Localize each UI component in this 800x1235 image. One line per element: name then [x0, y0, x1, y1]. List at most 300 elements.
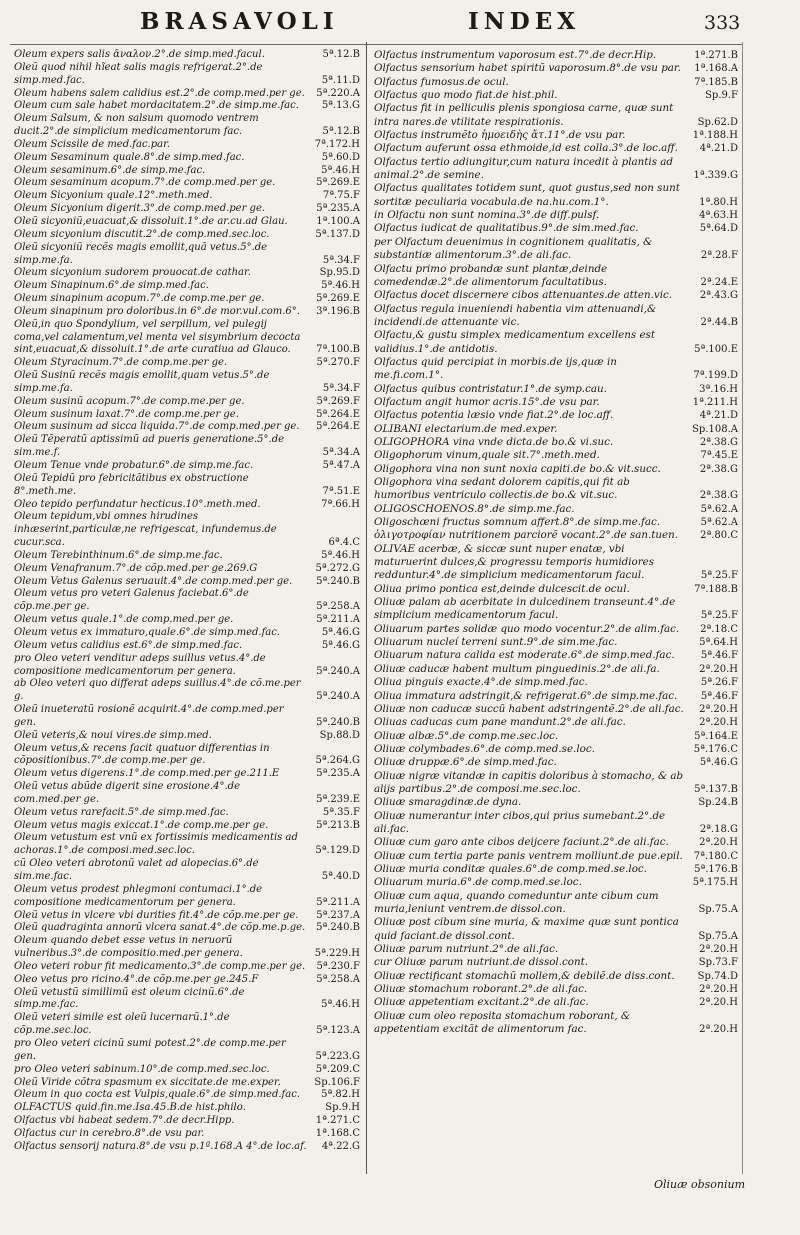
entry-text: Oleũ vetus abũde digerit sine erosione.4°.de com.med.per ge.: [14, 781, 241, 805]
entry-text: Oliuæ smaragdinæ.de dyna.: [374, 796, 522, 809]
entry-text: Olfactus sensorij natura.8°.de vsu p.1ª.168.A 4°.de loc.af.: [14, 1140, 307, 1152]
index-entry: [14, 743, 362, 769]
entry-reference: 2ª.28.F: [700, 250, 738, 262]
entry-reference: 5ª.64.D: [699, 223, 738, 235]
entry-reference: Sp.75.A: [698, 904, 738, 915]
index-entry: [374, 636, 740, 649]
entry-text: Olfactus fumosus.de ocul.: [374, 75, 509, 88]
index-entry: [374, 156, 740, 183]
index-entry: [14, 588, 362, 614]
entry-reference: Sp.75.A: [698, 930, 738, 942]
entry-reference: 2ª.43.G: [699, 290, 738, 302]
entry-reference: Sp.9.H: [325, 1102, 360, 1114]
entry-text: Oleum vetus ex immaturo,quale.6°.de simp.med.fac.: [14, 626, 281, 638]
entry-text: Olfactum auferunt ossa ethmoide,id est colla.3°.de loc.aff.: [374, 142, 678, 155]
index-entry: [14, 1141, 362, 1154]
entry-reference: 5ª.176.C: [693, 743, 738, 755]
index-entry: [374, 690, 740, 703]
index-entry: [374, 503, 740, 516]
index-entry: [374, 863, 740, 876]
index-entry: [14, 139, 362, 152]
entry-text: Oliuæ caducæ habent multum pinguedinis.2°.de ali.fa.: [374, 662, 660, 675]
index-entry: [374, 663, 740, 676]
entry-text: Oliuæ cum oleo reposita stomachum roborant, & appetentiam excitãt de alimentorum fac.: [374, 1009, 631, 1036]
index-entry: [374, 102, 740, 129]
entry-reference: 3ª.196.B: [316, 305, 360, 317]
index-entry: [374, 383, 740, 396]
index-entry: [14, 152, 362, 165]
index-entry: [374, 289, 740, 302]
entry-text: Oliuarum partes solidæ quo modo vocentur.2°.de alim.fac.: [374, 622, 680, 635]
right-rule: [742, 42, 743, 1174]
entry-text: OLIGOPHORA vina vnde dicta.de bo.& vi.suc.: [374, 435, 614, 448]
entry-text: Olfactus iudicat de qualitatibus.9°.de sim.med.fac.: [374, 222, 639, 235]
entry-text: Oleum vetustum est vnũ ex fortissimis medicamentis ad achoras.1°.de composi.med.sec.loc.: [14, 832, 298, 857]
entry-reference: 5ª.13.G: [321, 100, 360, 112]
entry-text: Oleũ Susinũ recẽs magis emollit,quam vetus.5°.de simp.me.fa.: [14, 370, 270, 394]
entry-reference: 2ª.20.H: [699, 717, 738, 729]
entry-reference: 5ª.264.G: [315, 755, 360, 767]
index-entry: [374, 89, 740, 102]
entry-text: Oliuæ palam ab acerbitate in dulcedinem transeunt.4°.de simplicium medicamentorum facul.: [374, 596, 676, 622]
index-entry: [14, 434, 362, 460]
entry-reference: 5ª.46.H: [321, 999, 360, 1011]
entry-reference: 5ª.60.D: [321, 151, 360, 163]
entry-text: Oleum Tenue vnde probatur.6°.de simp.me.fac.: [14, 460, 254, 471]
entry-text: pro Oleo veteri sabinum.10°.de comp.med.sec.loc.: [14, 1063, 270, 1075]
entry-reference: 5ª.46.H: [321, 549, 360, 561]
index-entry: [14, 113, 362, 139]
entry-text: Oliuæ cum tertia parte panis ventrem molliunt.de pue.epil.: [374, 849, 683, 862]
entry-reference: 2ª.20.H: [699, 997, 738, 1009]
index-entry: [374, 716, 740, 729]
index-entry: [374, 449, 740, 462]
index-entry: [14, 832, 362, 858]
entry-text: Oliuarum nucleí terreni sunt.9°.de sim.me.fac.: [374, 636, 618, 649]
entry-reference: 2ª.20.H: [699, 703, 738, 715]
entry-reference: 7ª.172.H: [314, 138, 360, 150]
entry-text: Oliuæ stomachum roborant.2°.de ali.fac.: [374, 983, 588, 996]
index-entry: [14, 62, 362, 88]
entry-reference: 2ª.20.H: [699, 837, 738, 849]
entry-text: OLFACTUS quid.fin.me.Isa.45.B.de hist.philo.: [14, 1102, 246, 1114]
index-entry: [14, 974, 362, 987]
entry-reference: 5ª.34.F: [322, 382, 360, 394]
entry-reference: 1ª.339.G: [693, 170, 738, 182]
entry-reference: 5ª.164.E: [694, 730, 738, 742]
entry-text: Oliua immatura adstringit,& refrigerat.6°.de simp.me.fac.: [374, 689, 678, 702]
entry-reference: Sp.106.F: [314, 1076, 360, 1088]
entry-reference: 5ª.240.B: [316, 575, 360, 587]
entry-reference: 1ª.168.C: [315, 1127, 360, 1139]
entry-reference: Sp.74.D: [697, 970, 738, 982]
entry-text: Oliuæ nigræ vitandæ in capitis doloribus à stomacho, & ab alijs partibus.2°.de composi.me.sec.loc.: [374, 769, 684, 795]
entry-reference: 2ª.18.C: [700, 623, 738, 635]
index-entry: [374, 329, 740, 356]
entry-reference: 5ª.34.A: [322, 447, 360, 459]
entry-text: Olfactum angit humor acris.15°.de vsu par.: [374, 395, 600, 408]
right-index-column: [374, 49, 740, 1036]
index-entry: [374, 743, 740, 756]
entry-reference: Sp.95.D: [319, 267, 360, 279]
entry-reference: 1ª.168.A: [694, 63, 738, 75]
entry-text: Oleũ Tẽperatũ aptissimũ ad pueris generatione.5°.de sim.me.f.: [14, 434, 285, 459]
entry-text: Oliuæ cum aqua, quando comeduntur ante cibum cum muria,leniunt ventrem.de dissol.con.: [374, 889, 659, 915]
entry-text: Oleum vetus pro veteri Galenus faciebat.6°.de cõp.me.per ge.: [14, 588, 249, 613]
entry-text: Oleum vetus prodest phlegmoni contumaci.1°.de compositione medicamentorum per genera.: [14, 883, 263, 908]
index-entry: [374, 916, 740, 943]
index-entry: [14, 1077, 362, 1090]
entry-text: Oleũ vetus in vlcere vbi durities fit.4°.de cõp.me.per ge.: [14, 909, 299, 921]
entry-reference: 5ª.229.H: [314, 948, 360, 960]
entry-text: Oleũ vetustũ simillimũ est oleum cicinũ.6°.de simp.me.fac.: [14, 986, 245, 1011]
entry-reference: 5ª.272.G: [315, 562, 360, 574]
entry-text: Oleum expers salis ἄναλον.2°.de simp.med.facul.: [14, 49, 265, 60]
entry-reference: 7ª.51.E: [322, 485, 360, 497]
entry-text: Oleum habens salem calidius est.2°.de comp.med.per ge.: [14, 87, 305, 99]
index-entry: [374, 890, 740, 917]
index-entry: [374, 983, 740, 996]
left-index-column: [14, 49, 362, 1154]
entry-text: Oleũ sicyoniũ recẽs magis emollit,quã vetus.5°.de simp.me.fa.: [14, 241, 268, 266]
entry-reference: 4ª.63.H: [699, 210, 738, 222]
entry-reference: 5ª.239.E: [316, 793, 360, 805]
index-entry: [14, 640, 362, 653]
index-entry: [374, 836, 740, 849]
entry-reference: 5ª.264.E: [316, 408, 360, 420]
index-entry: [14, 627, 362, 640]
index-entry: [374, 850, 740, 863]
entry-text: Oleũ Tepidũ pro febricitãtibus ex obstructione 8°.meth.me.: [14, 472, 249, 497]
entry-reference: 5ª.40.D: [321, 871, 360, 882]
entry-reference: 5ª.64.H: [699, 637, 738, 649]
entry-reference: 6ª.4.C: [328, 537, 360, 549]
index-entry: [14, 229, 362, 242]
entry-text: Olfactu primo probandæ sunt plantæ,deinde comedendæ.2°.de alimentorum facultatibus.: [374, 262, 608, 288]
entry-text: cũ Oleo veteri abrotonũ valet ad alopecias.6°.de sim.me.fac.: [14, 858, 259, 882]
entry-text: OLIBANI electarium.de med.exper.: [374, 422, 558, 435]
entry-reference: Sp.73.F: [698, 957, 738, 969]
entry-reference: 1ª.211.H: [692, 396, 738, 408]
entry-text: Oleum Sicyonium quale.12°.meth.med.: [14, 190, 213, 202]
index-entry: [14, 88, 362, 101]
index-entry: [14, 820, 362, 833]
entry-reference: 5ª.211.A: [316, 896, 360, 908]
index-entry: [374, 943, 740, 956]
entry-reference: 2ª.20.H: [699, 984, 738, 996]
entry-reference: 5ª.258.A: [316, 601, 360, 613]
entry-text: Oleum vetus quale.1°.de comp.med.per ge.: [14, 614, 234, 626]
entry-reference: 5ª.46.H: [321, 164, 360, 176]
index-entry: [374, 623, 740, 636]
entry-reference: 5ª.237.A: [316, 909, 360, 921]
entry-reference: 5ª.269.E: [316, 177, 360, 189]
entry-reference: 5ª.46.H: [321, 280, 360, 292]
entry-reference: 5ª.12.B: [322, 126, 360, 138]
entry-text: Oleũ,in quo Spondylium, vel serpillum, vel pulegij coma,vel calamentum,vel menta vel sisymbrium decocta sint,euacuat,& dissoluit.1°.de arte curatiua ad Glauco.: [14, 318, 301, 356]
index-entry: [14, 473, 362, 499]
entry-text: Oleum vetus,& recens facit quatuor differentias in cõpositionibus.7°.de comp.me.per ge.: [14, 742, 270, 767]
index-entry: [374, 876, 740, 889]
entry-reference: 5ª.46.F: [700, 650, 738, 662]
entry-reference: 5ª.62.A: [700, 517, 738, 529]
entry-reference: 5ª.269.E: [316, 293, 360, 305]
running-head-index: INDEX: [468, 8, 581, 35]
index-entry: [374, 182, 740, 209]
entry-text: Oliuarum muria.6°.de comp.med.se.loc.: [374, 876, 582, 889]
index-entry: [14, 203, 362, 216]
entry-text: Olfactus quibus contristatur.1°.de symp.cau.: [374, 382, 607, 395]
entry-reference: Sp.9.F: [705, 90, 738, 102]
entry-reference: 5ª.209.C: [315, 1063, 360, 1075]
entry-text: Oleum sinapinum acopum.7°.de comp.me.per ge.: [14, 293, 265, 305]
running-head-author: BRASAVOLI: [140, 8, 339, 35]
entry-text: Olfactus instrumentum vaporosum est.7°.de decr.Hip.: [374, 49, 657, 61]
index-entry: [374, 649, 740, 662]
index-entry: [14, 1089, 362, 1102]
entry-reference: 5ª.35.F: [322, 806, 360, 818]
index-entry: [14, 190, 362, 203]
entry-text: Oligophorum vinum,quale sit.7°.meth.med.: [374, 449, 600, 462]
entry-text: Oleum Scissile de med.fac.par.: [14, 138, 170, 150]
entry-text: Olfactus vbi habeat sedem.7°.de decr.Hipp.: [14, 1115, 235, 1127]
index-entry: [14, 409, 362, 422]
entry-reference: 7ª.185.B: [694, 76, 738, 88]
index-entry: [14, 781, 362, 807]
index-entry: [374, 703, 740, 716]
entry-reference: 5ª.175.H: [692, 877, 738, 889]
entry-reference: 5ª.46.G: [699, 757, 738, 769]
entry-text: Oliuæ cum garo ante cibos deijcere faciunt.2°.de ali.fac.: [374, 836, 669, 849]
entry-text: in Olfactu non sunt nomina.3°.de diff.pulsf.: [374, 209, 600, 222]
index-entry: [374, 676, 740, 689]
entry-text: Oleum Terebinthinum.6°.de simp.me.fac.: [14, 549, 223, 561]
column-divider: [366, 42, 367, 1174]
entry-text: Oleũ veteris,& noui vires.de simp.med.: [14, 729, 212, 741]
entry-text: Olfactus instrumẽto ἡμοειδὴς ἄτ.11°.de vsu par.: [374, 129, 626, 142]
entry-text: Oleum cum sale habet mordacitatem.2°.de simp.me.fac.: [14, 100, 299, 112]
entry-reference: 5ª.235.A: [316, 203, 360, 215]
entry-text: Oliuæ rectificant stomachũ mollem,& debilẽ.de diss.cont.: [374, 969, 675, 982]
entry-text: Oleo vetus pro ricino.4°.de cõp.me.per ge.245.F: [14, 973, 259, 985]
entry-text: Oleum susinũ acopum.7°.de comp.me.per ge.: [14, 395, 245, 407]
index-entry: [374, 236, 740, 263]
entry-text: Olfactus quo modo fiat.de hist.phil.: [374, 89, 558, 102]
index-entry: [14, 177, 362, 190]
entry-reference: 4ª.21.D: [699, 143, 738, 155]
entry-reference: 5ª.269.F: [316, 395, 360, 407]
entry-text: Olfactus potentia læsio vnde fiat.2°.de loc.aff.: [374, 409, 614, 422]
index-entry: [374, 756, 740, 769]
index-entry: [14, 807, 362, 820]
entry-text: Oleũ sicyoniũ,euacuat,& dissoluit.1°.de ar.cu.ad Glau.: [14, 215, 288, 227]
entry-reference: 5ª.230.F: [316, 960, 360, 972]
index-entry: [14, 1115, 362, 1128]
entry-reference: 5ª.12.B: [322, 49, 360, 60]
entry-text: Olfactus qualitates totidem sunt, quot gustus,sed non sunt sortitæ peculiaria vocabula.de na.hu.com.1°.: [374, 182, 680, 208]
entry-text: ὀλιγοτροφίαν nutritionem parciorẽ vocant.2°.de san.tuen.: [374, 529, 678, 542]
index-entry: [14, 922, 362, 935]
entry-text: Oliuæ appetentiam excitant.2°.de ali.fac.: [374, 996, 589, 1009]
entry-reference: 2ª.38.G: [699, 436, 738, 448]
entry-text: Olfactus docet discernere cibos attenuantes.de atten.vic.: [374, 289, 673, 302]
entry-reference: 5ª.11.D: [321, 74, 360, 86]
index-entry: [14, 858, 362, 884]
entry-reference: 7ª.66.H: [321, 498, 360, 510]
entry-text: Oleum Venafranum.7°.de cõp.med.per ge.269.G: [14, 562, 258, 574]
top-rule: [10, 44, 742, 45]
index-entry: [14, 319, 362, 358]
index-entry: [14, 421, 362, 434]
entry-reference: 5ª.46.G: [321, 626, 360, 638]
index-entry: [14, 499, 362, 512]
entry-reference: 1ª.188.H: [692, 130, 738, 142]
entry-reference: 7ª.100.B: [316, 344, 360, 356]
entry-reference: 7ª.188.B: [694, 583, 738, 595]
entry-reference: 5ª.240.A: [316, 665, 360, 677]
entry-reference: 2ª.80.C: [700, 530, 738, 542]
entry-reference: 5ª.264.E: [316, 421, 360, 433]
entry-reference: 5ª.240.A: [316, 691, 360, 703]
index-entry: [14, 563, 362, 576]
entry-text: pro Oleo veteri venditur adeps suillus vetus.4°.de compositione medicamentorum per genera.: [14, 652, 266, 677]
entry-text: ab Oleo veteri quo differat adeps suillus.4°.de cõ.me.per g.: [14, 678, 301, 703]
entry-reference: 5ª.240.B: [316, 716, 360, 728]
index-entry: [14, 165, 362, 178]
entry-text: Oleum sicyonium discutit.2°.de comp.med.sec.loc.: [14, 228, 270, 240]
index-entry: [14, 730, 362, 743]
index-entry: [14, 910, 362, 923]
entry-text: Oleum sesaminum.6°.de simp.me.fac.: [14, 164, 206, 176]
entry-text: Oliuæ druppæ.6°.de simp.med.fac.: [374, 756, 557, 769]
index-entry: [14, 460, 362, 473]
entry-reference: 5ª.46.F: [700, 690, 738, 702]
entry-text: Oliuæ non caducæ succũ habent adstringentẽ.2°.de ali.fac.: [374, 702, 684, 715]
entry-text: Oleum vetus rarefacit.5°.de simp.med.fac.: [14, 806, 229, 818]
entry-reference: 5ª.25.F: [700, 570, 738, 582]
entry-text: Oleũ quadraginta annorũ vlcera sanat.4°.de cõp.me.p.ge.: [14, 922, 306, 934]
index-entry: [374, 222, 740, 235]
entry-text: Oliua primo pontica est,deinde dulcescit.de ocul.: [374, 582, 630, 595]
index-entry: [14, 1038, 362, 1064]
index-entry: [374, 409, 740, 422]
entry-text: Oleum Sesaminum quale.8°.de simp.med.fac.: [14, 151, 245, 163]
index-entry: [14, 704, 362, 730]
entry-reference: 5ª.129.D: [315, 845, 360, 857]
entry-text: Oleum susinum laxat.7°.de comp.me.per ge.: [14, 408, 239, 420]
entry-text: cur Oliuæ parum nutriunt.de dissol.cont.: [374, 956, 589, 969]
index-entry: [374, 423, 740, 436]
entry-text: Olfactus regula inueniendi habentia vim attenuandi,& incidendi.de attenuante vic.: [374, 302, 657, 328]
index-entry: [14, 280, 362, 293]
index-entry: [374, 1010, 740, 1037]
entry-reference: 3ª.16.H: [699, 383, 738, 395]
entry-reference: 4ª.21.D: [699, 410, 738, 422]
entry-text: Oleũ quod nihil hĩeat salis magis refrigerat.2°.de simp.med.fac.: [14, 61, 263, 86]
entry-text: Oliuæ muria conditæ quales.6°.de comp.med.se.loc.: [374, 862, 647, 875]
entry-text: Oligoschœni fructus somnum affert.8°.de simp.me.fac.: [374, 516, 661, 529]
entry-reference: Sp.62.D: [697, 116, 738, 128]
entry-text: Oleum Styracinum.7°.de comp.me.per ge.: [14, 357, 228, 369]
entry-reference: 5ª.258.A: [316, 973, 360, 985]
entry-reference: 5ª.240.B: [316, 922, 360, 934]
entry-reference: 5ª.34.F: [322, 254, 360, 266]
index-entry: [14, 614, 362, 627]
entry-reference: 2ª.38.G: [699, 463, 738, 475]
entry-text: Oleum sinapinum pro doloribus.in 6°.de mor.vul.com.6°.: [14, 305, 300, 317]
entry-reference: 5ª.47.A: [322, 460, 360, 471]
index-entry: [374, 49, 740, 62]
entry-text: Oliuæ post cibum sine muria, & maxime quæ sunt pontica quid faciant.de dissol.cont.: [374, 916, 679, 942]
entry-reference: 5ª.137.D: [315, 228, 360, 240]
entry-reference: 1ª.100.A: [316, 215, 360, 227]
entry-reference: 2ª.18.G: [699, 823, 738, 835]
entry-reference: 7ª.45.E: [700, 450, 738, 462]
entry-text: Oleum vetus magis exiccat.1°.de comp.me.per ge.: [14, 819, 269, 831]
entry-text: Oleum tepidum,vbi omnes hirudines inhæserint,particulæ,ne refrigescat, infundemus.de cucur.sca.: [14, 511, 277, 549]
entry-text: Oleum Vetus Galenus seruauit.4°.de comp.med.per ge.: [14, 575, 293, 587]
index-entry: [374, 436, 740, 449]
index-entry: [14, 987, 362, 1013]
index-entry: [14, 1102, 362, 1115]
index-entry: [374, 543, 740, 583]
entry-text: Oliuarum natura calida est moderate.6°.de simp.med.fac.: [374, 649, 675, 662]
index-entry: [374, 956, 740, 969]
entry-text: Oliuæ albæ.5°.de comp.me.sec.loc.: [374, 729, 559, 742]
index-entry: [374, 263, 740, 290]
index-entry: [14, 100, 362, 113]
entry-reference: 4ª.22.G: [321, 1140, 360, 1152]
entry-reference: 2ª.44.B: [700, 316, 738, 328]
entry-reference: 5ª.235.A: [316, 768, 360, 780]
entry-text: Oliuas caducas cum pane mandunt.2°.de ali.fac.: [374, 716, 626, 729]
entry-reference: 7ª.199.D: [693, 370, 738, 382]
index-entry: [374, 129, 740, 142]
index-entry: [374, 970, 740, 983]
entry-text: Oleum Salsum, & non salsum quomodo ventrem ducit.2°.de simplicium medicamentorum fac.: [14, 113, 259, 138]
index-entry: [14, 768, 362, 781]
entry-reference: 5ª.25.F: [700, 610, 738, 622]
index-entry: [374, 62, 740, 75]
index-entry: [14, 49, 362, 62]
index-entry: [374, 142, 740, 155]
entry-text: Olfactus cur in cerebro.8°.de vsu par.: [14, 1127, 205, 1139]
entry-reference: 1ª.271.B: [694, 50, 738, 61]
entry-reference: 1ª.271.C: [315, 1115, 360, 1127]
entry-reference: 2ª.20.H: [699, 1024, 738, 1036]
index-entry: [374, 770, 740, 797]
index-entry: [14, 1128, 362, 1141]
entry-text: Oliuæ numerantur inter cibos,qui prius sumebant.2°.de ali.fac.: [374, 809, 666, 835]
index-entry: [374, 463, 740, 476]
entry-reference: Sp.108.A: [692, 423, 738, 435]
entry-text: Oleum sicyonium sudorem prouocat.de cathar.: [14, 267, 251, 279]
index-entry: [374, 209, 740, 222]
index-entry: [374, 796, 740, 809]
index-entry: [14, 370, 362, 396]
entry-text: Oleum susinum ad sicca liquida.7°.de comp.med.per ge.: [14, 421, 300, 433]
entry-text: Oleum quando debet esse vetus in neruorũ vulneribus.3°.de compositio.med.per genera.: [14, 935, 243, 960]
index-entry: [374, 730, 740, 743]
entry-reference: 5ª.123.A: [316, 1025, 360, 1037]
page-number: 333: [704, 12, 741, 34]
entry-reference: 7ª.180.C: [693, 850, 738, 862]
entry-text: Oliua pinguis exacte.4°.de simp.med.fac.: [374, 676, 588, 689]
entry-text: Oleũ Viride cõtra spasmum ex siccitate.de me.exper.: [14, 1076, 281, 1088]
entry-reference: 1ª.80.H: [699, 196, 738, 208]
entry-reference: Sp.88.D: [319, 729, 360, 741]
index-entry: [14, 1012, 362, 1038]
